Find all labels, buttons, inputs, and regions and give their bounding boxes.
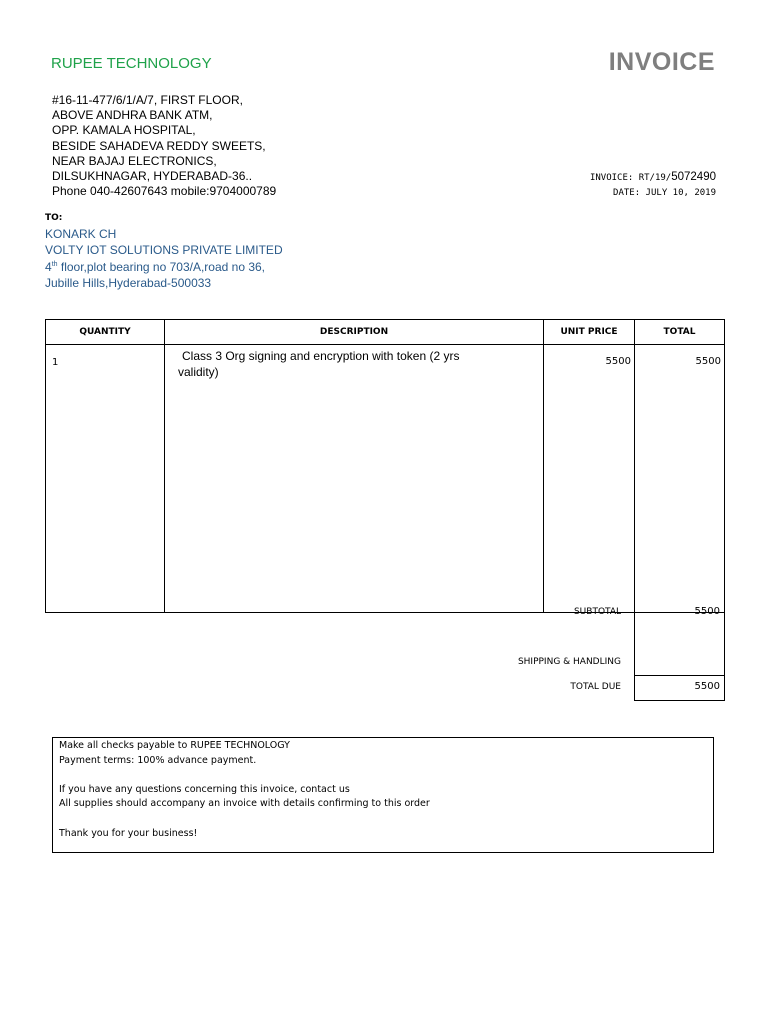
note-line: Thank you for your business! xyxy=(59,827,198,839)
recipient-block xyxy=(45,226,283,291)
company-address xyxy=(52,93,276,199)
note-line: Payment terms: 100% advance payment. xyxy=(59,754,257,766)
column-header-quantity: QUANTITY xyxy=(46,320,165,345)
address-line: ABOVE ANDHRA BANK ATM, xyxy=(52,108,213,123)
column-header-description: DESCRIPTION xyxy=(165,320,544,345)
recipient-name: KONARK CH xyxy=(45,227,117,241)
invoice-number-value: 5072490 xyxy=(671,171,716,183)
company-name: RUPEE TECHNOLOGY xyxy=(51,55,212,72)
total-due-value: 5500 xyxy=(694,681,720,692)
invoice-meta xyxy=(590,170,716,201)
item-total: 5500 xyxy=(635,345,725,613)
recipient-address-line: 4th floor,plot bearing no 703/A,road no 36, xyxy=(45,259,266,274)
company-phone: Phone 040-42607643 mobile:9704000789 xyxy=(52,184,277,199)
recipient-company: VOLTY IOT SOLUTIONS PRIVATE LIMITED xyxy=(45,243,283,258)
subtotal-value: 5500 xyxy=(694,606,720,617)
address-line: NEAR BAJAJ ELECTRONICS, xyxy=(52,153,217,168)
note-line xyxy=(59,768,713,783)
note-line: Make all checks payable to RUPEE TECHNOLOGY xyxy=(59,740,290,751)
item-description: Class 3 Org signing and encryption with token (2 yrs validity) xyxy=(165,345,544,613)
line-items-table xyxy=(45,319,725,613)
note-line xyxy=(59,812,713,827)
recipient-address-line: Jubille Hills,Hyderabad-500033 xyxy=(45,275,212,290)
shipping-label: SHIPPING & HANDLING xyxy=(517,657,621,667)
subtotal-label: SUBTOTAL xyxy=(573,607,621,617)
notes-box xyxy=(52,737,714,853)
address-line: DILSUKHNAGAR, HYDERABAD-36.. xyxy=(52,169,253,184)
address-line: #16-11-477/6/1/A/7, FIRST FLOOR, xyxy=(52,93,243,107)
invoice-date: DATE: JULY 10, 2019 xyxy=(613,188,716,198)
column-header-unit-price: UNIT PRICE xyxy=(544,320,635,345)
note-line: If you have any questions concerning this invoice, contact us xyxy=(59,783,350,795)
invoice-number xyxy=(590,170,716,186)
table-row xyxy=(46,345,725,613)
address-line: OPP. KAMALA HOSPITAL, xyxy=(52,123,196,138)
total-due-label: TOTAL DUE xyxy=(570,682,621,692)
invoice-number-label: INVOICE: RT/19/ xyxy=(589,173,672,183)
item-unit-price: 5500 xyxy=(544,345,635,613)
address-line: BESIDE SAHADEVA REDDY SWEETS, xyxy=(52,138,266,153)
table-header-row xyxy=(46,320,725,345)
recipient-label: TO: xyxy=(45,213,63,223)
invoice-title: INVOICE xyxy=(608,48,715,76)
note-line: All supplies should accompany an invoice with details confirming to this order xyxy=(59,798,430,810)
item-quantity: 1 xyxy=(46,345,165,613)
column-header-total: TOTAL xyxy=(635,320,725,345)
